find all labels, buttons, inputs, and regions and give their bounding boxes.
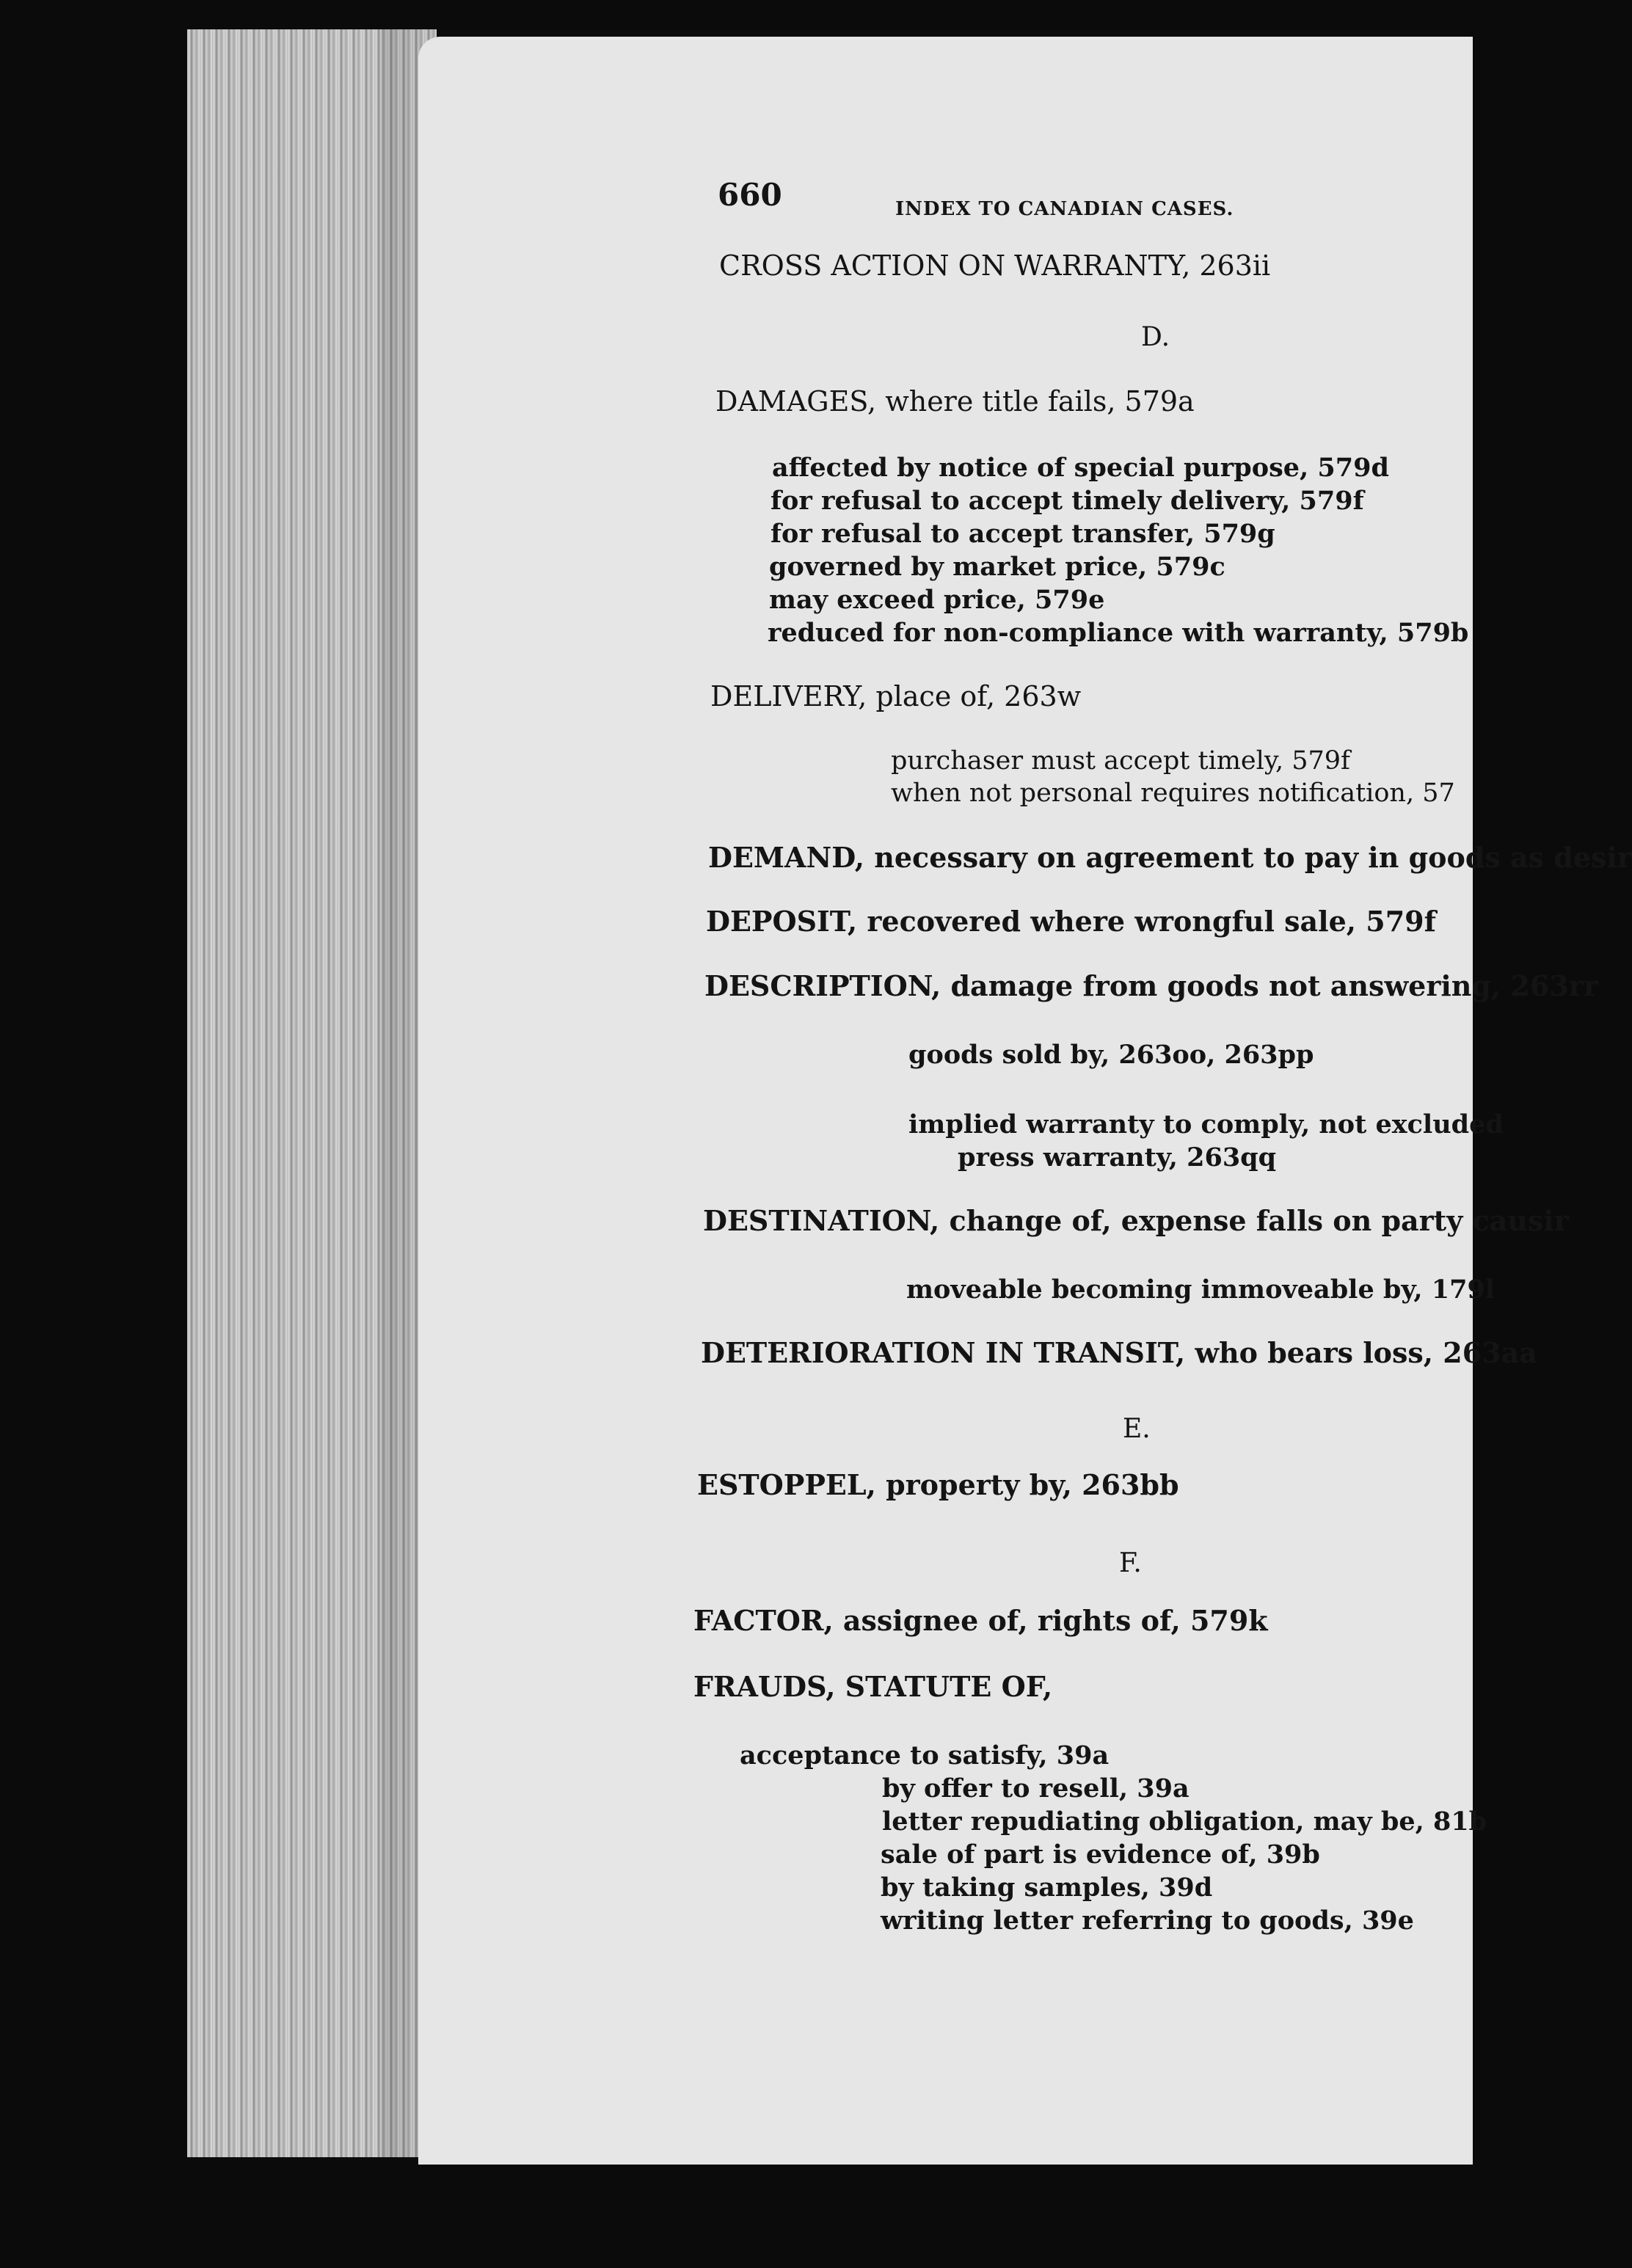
index-subentry: may exceed price, 579e xyxy=(769,585,1105,615)
index-subentry: purchaser must accept timely, 579f xyxy=(891,746,1350,776)
index-subentry: moveable becoming immoveable by, 179l xyxy=(906,1275,1496,1305)
index-subentry: letter repudiating obligation, may be, 81b xyxy=(882,1806,1487,1837)
index-entry-frauds: FRAUDS, STATUTE OF, xyxy=(693,1670,1053,1703)
index-subentry: writing letter referring to goods, 39e xyxy=(881,1906,1414,1936)
index-entry-deposit: DEPOSIT, recovered where wrongful sale, 579f xyxy=(706,905,1436,938)
book-page xyxy=(418,37,1632,2165)
index-subentry: by taking samples, 39d xyxy=(881,1873,1213,1903)
index-subentry: reduced for non-compliance with warranty, 579b xyxy=(768,618,1469,648)
running-head: INDEX TO CANADIAN CASES. xyxy=(895,198,1234,220)
index-entry-destination: DESTINATION, change of, expense falls on party causir xyxy=(703,1204,1569,1237)
index-subentry: governed by market price, 579c xyxy=(769,552,1225,582)
section-letter-f: F. xyxy=(1119,1548,1142,1578)
index-entry-description: DESCRIPTION, damage from goods not answering, 263rr xyxy=(704,969,1598,1002)
index-entry-estoppel: ESTOPPEL, property by, 263bb xyxy=(697,1468,1179,1501)
index-subentry: goods sold by, 263oo, 263pp xyxy=(908,1040,1314,1070)
index-entry-demand: DEMAND, necessary on agreement to pay in goods as desir xyxy=(708,841,1632,874)
index-entry-cross-action: CROSS ACTION ON WARRANTY, 263ii xyxy=(719,249,1271,282)
index-subentry: acceptance to satisfy, 39a xyxy=(740,1740,1110,1771)
section-letter-e: E. xyxy=(1123,1414,1151,1444)
page-number: 660 xyxy=(718,177,782,213)
index-entry-damages: DAMAGES, where title fails, 579a xyxy=(715,385,1195,417)
index-entry-deterioration: DETERIORATION IN TRANSIT, who bears loss, 263aa xyxy=(701,1336,1537,1369)
index-subentry: implied warranty to comply, not excluded xyxy=(908,1109,1504,1140)
section-letter-d: D. xyxy=(1141,322,1170,352)
index-subentry: for refusal to accept timely delivery, 579f xyxy=(771,486,1364,516)
index-entry-factor: FACTOR, assignee of, rights of, 579k xyxy=(693,1604,1268,1637)
index-subentry: by offer to resell, 39a xyxy=(882,1773,1190,1804)
index-subentry-continuation: press warranty, 263qq xyxy=(958,1142,1277,1173)
index-entry-delivery: DELIVERY, place of, 263w xyxy=(710,680,1082,712)
index-subentry: for refusal to accept transfer, 579g xyxy=(771,519,1275,549)
index-subentry: sale of part is evidence of, 39b xyxy=(881,1839,1320,1870)
index-subentry: affected by notice of special purpose, 579d xyxy=(772,453,1389,483)
index-subentry: when not personal requires notification, 57 xyxy=(891,779,1455,808)
